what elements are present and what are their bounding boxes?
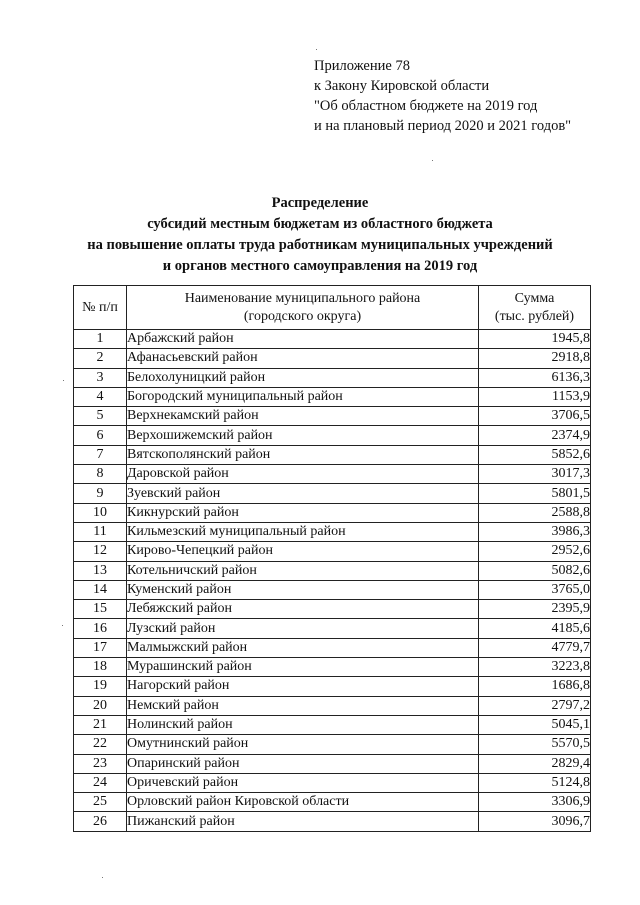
title-line: и органов местного самоуправления на 2019 год — [162, 258, 478, 274]
row-amount: 1945,8 — [479, 330, 591, 349]
row-number: 1 — [74, 330, 127, 349]
header-sum-line1: Сумма — [514, 290, 555, 306]
table-row — [74, 677, 591, 696]
row-amount: 3306,9 — [479, 793, 591, 812]
row-district-name: Кильмезский муниципальный район — [127, 522, 479, 541]
row-number: 14 — [74, 580, 127, 599]
row-district-name: Кирово-Чепецкий район — [127, 542, 479, 561]
row-number: 25 — [74, 793, 127, 812]
row-number: 26 — [74, 812, 127, 831]
row-district-name: Лузский район — [127, 619, 479, 638]
table-row — [74, 812, 591, 831]
row-district-name: Мурашинский район — [127, 658, 479, 677]
table-row — [74, 445, 591, 464]
row-district-name: Арбажский район — [127, 330, 479, 349]
scan-speck — [102, 877, 103, 878]
row-number: 7 — [74, 445, 127, 464]
table-body — [74, 330, 591, 832]
row-district-name: Даровской район — [127, 465, 479, 484]
row-district-name: Пижанский район — [127, 812, 479, 831]
header-sum-line2: (тыс. рублей) — [494, 308, 575, 324]
table-row — [74, 465, 591, 484]
header-number-label: № п/п — [82, 299, 118, 315]
row-district-name: Куменский район — [127, 580, 479, 599]
row-number: 13 — [74, 561, 127, 580]
row-district-name: Белохолуницкий район — [127, 368, 479, 387]
row-amount: 2829,4 — [479, 754, 591, 773]
table-row — [74, 503, 591, 522]
title-line: субсидий местным бюджетам из областного бюджета — [147, 216, 493, 232]
title-line: Распределение — [271, 195, 369, 211]
row-amount: 2952,6 — [479, 542, 591, 561]
row-district-name: Орловский район Кировской области — [127, 793, 479, 812]
row-district-name: Кикнурский район — [127, 503, 479, 522]
row-amount: 3096,7 — [479, 812, 591, 831]
row-district-name: Нагорский район — [127, 677, 479, 696]
row-number: 11 — [74, 522, 127, 541]
row-amount: 4779,7 — [479, 638, 591, 657]
row-number: 8 — [74, 465, 127, 484]
table-row — [74, 426, 591, 445]
row-district-name: Богородский муниципальный район — [127, 387, 479, 406]
row-number: 15 — [74, 600, 127, 619]
row-number: 10 — [74, 503, 127, 522]
appendix-note — [314, 56, 571, 136]
row-number: 24 — [74, 773, 127, 792]
row-district-name: Зуевский район — [127, 484, 479, 503]
table-row — [74, 542, 591, 561]
row-number: 19 — [74, 677, 127, 696]
table-row — [74, 773, 591, 792]
table-row — [74, 561, 591, 580]
table-row — [74, 330, 591, 349]
row-number: 4 — [74, 387, 127, 406]
table-header-row — [74, 286, 591, 330]
row-amount: 1686,8 — [479, 677, 591, 696]
row-district-name: Верхошижемский район — [127, 426, 479, 445]
subsidy-table — [73, 285, 591, 832]
table-row — [74, 793, 591, 812]
scan-speck — [432, 160, 433, 161]
row-amount: 5852,6 — [479, 445, 591, 464]
row-number: 17 — [74, 638, 127, 657]
row-amount: 2797,2 — [479, 696, 591, 715]
row-amount: 5045,1 — [479, 715, 591, 734]
document-title — [0, 193, 640, 277]
appendix-line: и на плановый период 2020 и 2021 годов" — [314, 118, 572, 134]
table-row — [74, 522, 591, 541]
header-name-line2: (городского округа) — [243, 308, 362, 324]
row-district-name: Малмыжский район — [127, 638, 479, 657]
row-amount: 6136,3 — [479, 368, 591, 387]
title-line: на повышение оплаты труда работникам муниципальных учреждений — [87, 237, 553, 253]
row-amount: 5801,5 — [479, 484, 591, 503]
row-number: 22 — [74, 735, 127, 754]
row-number: 20 — [74, 696, 127, 715]
header-name-line1: Наименование муниципального района — [184, 290, 421, 306]
row-district-name: Верхнекамский район — [127, 407, 479, 426]
row-number: 16 — [74, 619, 127, 638]
table-row — [74, 387, 591, 406]
row-amount: 5082,6 — [479, 561, 591, 580]
row-district-name: Нолинский район — [127, 715, 479, 734]
appendix-line: к Закону Кировской области — [314, 78, 490, 94]
header-sum — [479, 286, 591, 330]
scan-speck — [63, 380, 64, 381]
table-row — [74, 600, 591, 619]
appendix-line: "Об областном бюджете на 2019 год — [314, 98, 538, 114]
row-amount: 3017,3 — [479, 465, 591, 484]
row-district-name: Немский район — [127, 696, 479, 715]
row-district-name: Котельничский район — [127, 561, 479, 580]
header-number — [74, 286, 127, 330]
table-row — [74, 407, 591, 426]
scan-speck — [62, 625, 63, 626]
row-amount: 2588,8 — [479, 503, 591, 522]
row-district-name: Лебяжский район — [127, 600, 479, 619]
table-row — [74, 696, 591, 715]
table-row — [74, 735, 591, 754]
row-district-name: Оричевский район — [127, 773, 479, 792]
table-row — [74, 484, 591, 503]
scan-speck — [316, 49, 317, 50]
row-district-name: Опаринский район — [127, 754, 479, 773]
row-number: 23 — [74, 754, 127, 773]
row-number: 2 — [74, 349, 127, 368]
row-amount: 5570,5 — [479, 735, 591, 754]
row-number: 9 — [74, 484, 127, 503]
appendix-line: Приложение 78 — [314, 58, 410, 74]
row-amount: 1153,9 — [479, 387, 591, 406]
row-amount: 2374,9 — [479, 426, 591, 445]
row-number: 18 — [74, 658, 127, 677]
table-row — [74, 658, 591, 677]
row-number: 3 — [74, 368, 127, 387]
row-amount: 3706,5 — [479, 407, 591, 426]
row-district-name: Вятскополянский район — [127, 445, 479, 464]
row-amount: 3765,0 — [479, 580, 591, 599]
row-amount: 2395,9 — [479, 600, 591, 619]
table-row — [74, 619, 591, 638]
row-number: 5 — [74, 407, 127, 426]
table-row — [74, 368, 591, 387]
row-district-name: Афанасьевский район — [127, 349, 479, 368]
header-name — [127, 286, 479, 330]
table-row — [74, 580, 591, 599]
row-amount: 3223,8 — [479, 658, 591, 677]
row-amount: 5124,8 — [479, 773, 591, 792]
row-number: 21 — [74, 715, 127, 734]
table-row — [74, 754, 591, 773]
row-number: 6 — [74, 426, 127, 445]
table-row — [74, 349, 591, 368]
row-amount: 3986,3 — [479, 522, 591, 541]
table-row — [74, 715, 591, 734]
table-row — [74, 638, 591, 657]
row-district-name: Омутнинский район — [127, 735, 479, 754]
row-number: 12 — [74, 542, 127, 561]
row-amount: 2918,8 — [479, 349, 591, 368]
row-amount: 4185,6 — [479, 619, 591, 638]
